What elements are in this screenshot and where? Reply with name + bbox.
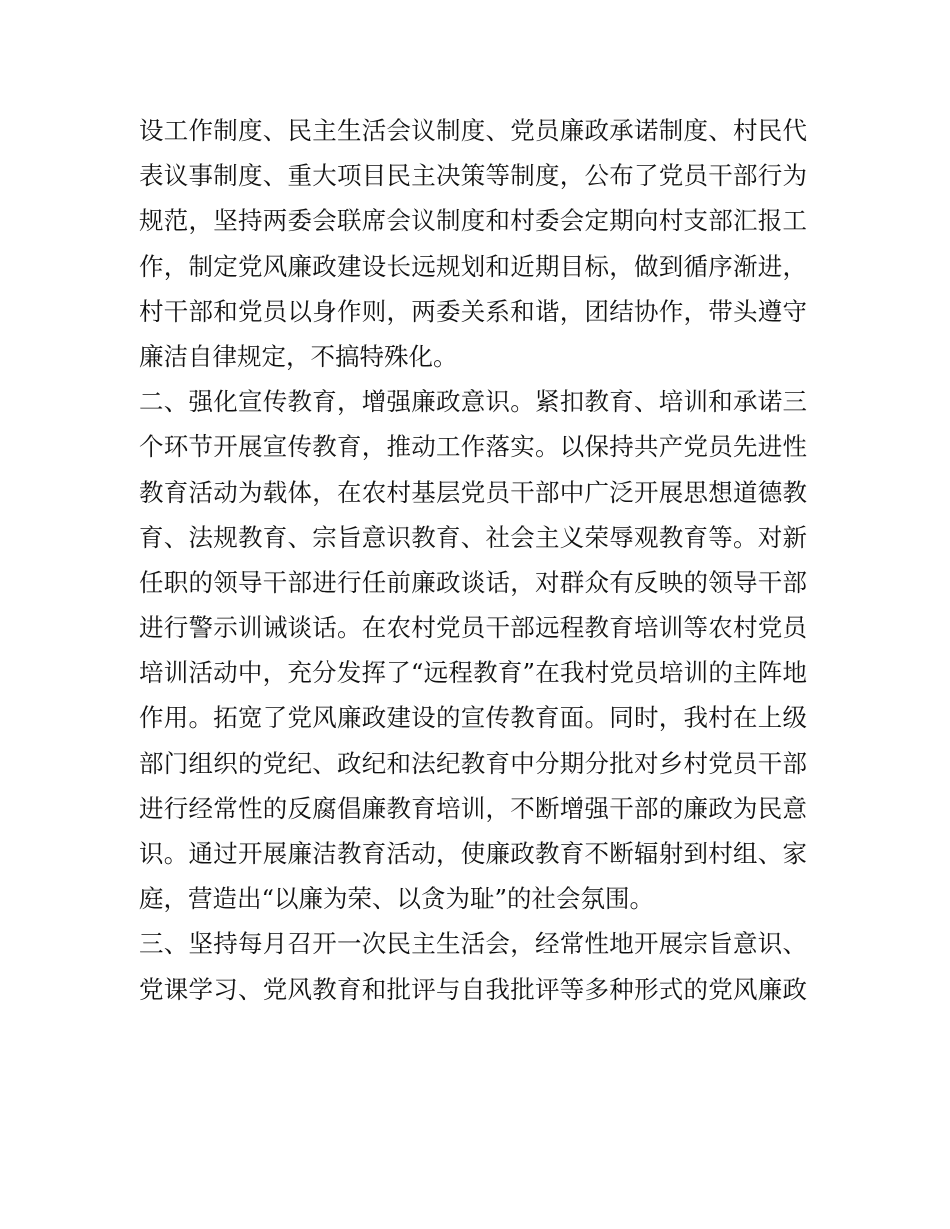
text-line: 表议事制度、重大项目民主决策等制度，公布了党员干部行为 <box>139 161 807 191</box>
text-line: 任职的领导干部进行任前廉政谈话，对群众有反映的领导干部 <box>139 567 807 597</box>
paragraph-2 <box>139 379 819 921</box>
text-line: 部门组织的党纪、政纪和法纪教育中分期分批对乡村党员干部 <box>139 748 807 778</box>
text-line: 作，制定党风廉政建设长远规划和近期目标，做到循序渐进， <box>139 251 807 281</box>
paragraph-1 <box>139 108 819 379</box>
paragraph-3 <box>139 921 819 1011</box>
document-body <box>139 108 819 1012</box>
text-line: 教育活动为载体，在农村基层党员干部中广泛开展思想道德教 <box>139 477 807 507</box>
text-line: 设工作制度、民主生活会议制度、党员廉政承诺制度、村民代 <box>139 116 807 145</box>
text-line: 规范，坚持两委会联席会议制度和村委会定期向村支部汇报工 <box>139 206 807 236</box>
text-line: 村干部和党员以身作则，两委关系和谐，团结协作，带头遵守 <box>139 296 807 326</box>
text-line: 党课学习、党风教育和批评与自我批评等多种形式的党风廉政 <box>139 974 807 1004</box>
text-line: 个环节开展宣传教育，推动工作落实。以保持共产党员先进性 <box>139 432 807 462</box>
text-line: 庭，营造出“以廉为荣、以贪为耻”的社会氛围。 <box>139 884 655 914</box>
text-line: 二、强化宣传教育，增强廉政意识。紧扣教育、培训和承诺三 <box>139 387 807 417</box>
text-line: 识。通过开展廉洁教育活动，使廉政教育不断辐射到村组、家 <box>139 839 807 868</box>
text-line: 三、坚持每月召开一次民主生活会，经常性地开展宗旨意识、 <box>139 929 807 959</box>
text-line: 进行警示训诫谈话。在农村党员干部远程教育培训等农村党员 <box>139 613 807 643</box>
text-line: 廉洁自律规定，不搞特殊化。 <box>139 341 458 371</box>
text-line: 培训活动中，充分发挥了“远程教育”在我村党员培训的主阵地 <box>139 658 807 688</box>
text-line: 作用。拓宽了党风廉政建设的宣传教育面。同时，我村在上级 <box>139 703 807 733</box>
text-line: 育、法规教育、宗旨意识教育、社会主义荣辱观教育等。对新 <box>139 522 807 552</box>
text-line: 进行经常性的反腐倡廉教育培训，不断增强干部的廉政为民意 <box>139 793 807 823</box>
